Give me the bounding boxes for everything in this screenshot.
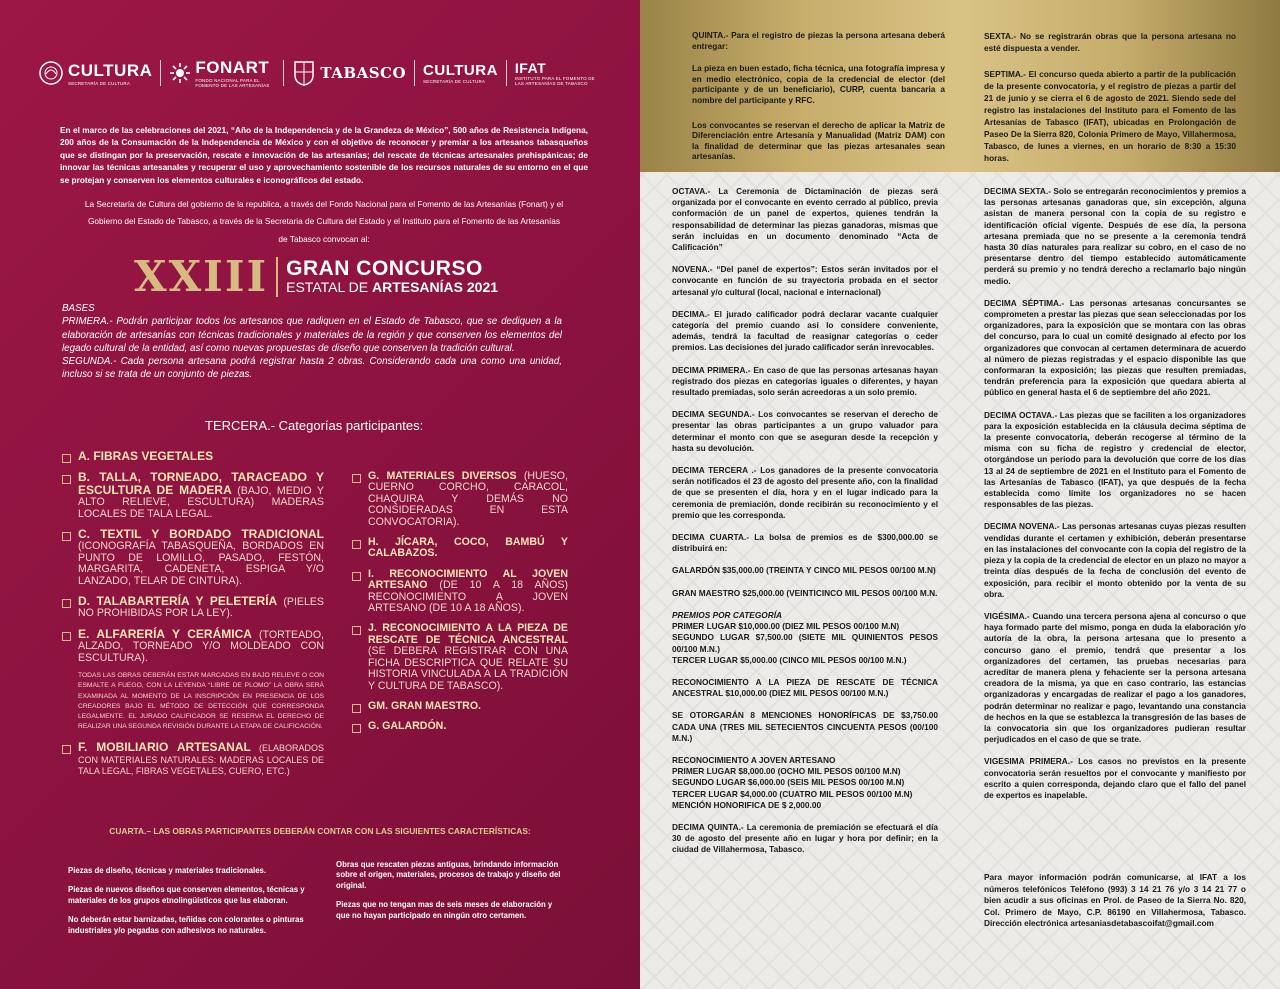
decima-segunda-clause: DECIMA SEGUNDA.- Los convocantes se reservan el derecho de presentar las obras participantes a un grupo valuador para determinar el monto con que se aseguran desde la recepción y hasta su devolución.	[672, 409, 938, 453]
decima-novena-clause: DECIMA NOVENA.- Las personas artesanas cuyas piezas resulten vendidas durante el certamen y exhibición, deberán presentarse en las instalaciones del convocante con la copia del registro de la pieza y la copia de la credencial de elector en un plazo no mayor a treinta días después de la fecha de conclusión del evento de exposición, para recibir el monto obtenido por la venta de su obra.	[984, 521, 1246, 599]
category-b: B. TALLA, TORNEADO, TARACEADO Y ESCULTURA DE MADERA (BAJO, MEDIO Y ALTO RELIEVE, ESCULTURA) MADERAS LOCALES DE TALA LEGAL.	[62, 472, 324, 520]
joven-segundo: SEGUNDO LUGAR $6,000.00 (SEIS MIL PESOS 00/100 M.N)	[672, 777, 905, 788]
fonart-sun-icon	[169, 62, 191, 84]
quinta-matriz: Los convocantes se reservan el derecho de aplicar la Matriz de Diferenciación entre Artesanía y Manualidad (Matriz DAM) con la finalidad de determinar que las piezas artesanales sean artesanías.	[692, 119, 945, 162]
requirement-item: Piezas de nuevos diseños que conserven elementos, técnicas y materiales de los grupos etnolingüísticos que las elaboran.	[68, 885, 305, 905]
prize-menciones: SE OTORGARÁN 8 MENCIONES HONORÍFICAS DE $3,750.00 CADA UNA (TRES MIL SETECIENTOS CINCUENTA PESOS (00/100 M.N.)	[672, 710, 938, 743]
bases-heading: BASES	[62, 303, 95, 314]
eagle-seal-icon	[38, 60, 64, 86]
base-segunda: SEGUNDA.- Cada persona artesana podrá registrar hasta 2 obras. Considerando cada una como una unidad, incluso si se trata de un conjunto de piezas.	[62, 356, 562, 381]
prize-tercer-lugar: TERCER LUGAR $5,000.00 (CINCO MIL PESOS 00/100 M.N.)	[672, 654, 907, 665]
vigesima-primera-clause: VIGESIMA PRIMERA.- Los casos no previstos en la presente convocatoria serán resueltos por el convocante y manifiesto por escrito a quien corresponda, dejando claro que el fallo del panel de expertos es inapelable.	[984, 756, 1246, 800]
logo-bar	[38, 52, 598, 94]
prize-gran-maestro: GRAN MAESTRO $25,000.00 (VEINTICINCO MIL PESOS 00/100 M.N.	[672, 587, 938, 598]
categories-left	[62, 451, 324, 787]
category-i: I. RECONOCIMIENTO AL JOVEN ARTESANO (DE 10 A 18 AÑOS) RECONOCIMIENTO A JOVEN ARTESANO (DE 10 A 18 AÑOS).	[352, 569, 568, 615]
category-f: F. MOBILIARIO ARTESANAL (ELABORADOS CON MATERIALES NATURALES: MADERAS LOCALES DE TALA LEGAL, FIBRAS VEGETALES, CUERO, ETC.)	[62, 742, 324, 777]
logo-ifat: IFAT INSTITUTO PARA EL FOMENTO DE LAS ARTESANÍAS DE TABASCO	[514, 60, 595, 86]
decima-sexta-clause: DECIMA SEXTA.- Solo se entregarán reconocimientos y premios a las personas artesanas ganadoras que, sin excepción, alguna asistan de manera personal con la copia de su registro e identificación oficial vigente. Después de ese día, la persona artesana premiada que no se presente a la ceremonia tendrá hasta 30 días naturales para realizar su cobro, en el caso de no presentarse dentro del tiempo establecido automáticamente perderá su premio y no tendrá derecho a reclamarlo bajo ningún medio.	[984, 186, 1246, 286]
joven-primer: PRIMER LUGAR $8,000.00 (OCHO MIL PESOS 00/100 M.N)	[672, 766, 901, 777]
bases-section	[62, 302, 562, 382]
requirements-right	[336, 860, 562, 930]
joven-mencion: MENCIÓN HONORIFICA DE $ 2,000.00	[672, 799, 822, 810]
logo-separator	[160, 60, 161, 86]
tabasco-shield-icon	[292, 59, 316, 87]
prize-segundo-lugar: SEGUNDO LUGAR $7,500.00 (SIETE MIL QUINIENTOS PESOS 00/100 M.N.)	[672, 632, 938, 654]
vigesima-clause: VIGÉSIMA.- Cuando una tercera persona ajena al concurso o que haya formado parte del mismo, ponga en duda la elaboración y/o autoría de la obra, la persona artesana que lo presento a concurso gano el premio, tendrá que presentar a los organizadores del certamen, las pruebas necesarias para acreditar de manera plena y fehaciente ser la persona artesana creadora de la misma, ya que en caso contrario, las estancias organizadoras y encargadas de realizar el pago a los ganadores, podrán determinar no realizar e pago, levantando una constancia de hechos en la que se establezca la transgresión de las bases de la convocatoria sin que los organizadores pudieran resultar perjudicados en el caso de que se trate.	[984, 610, 1246, 745]
title-roman-number: XXIII	[134, 252, 269, 301]
category-galardon: G. GALARDÓN.	[352, 721, 568, 732]
title-divider	[276, 257, 278, 297]
decima-cuarta-clause: DECIMA CUARTA.- La bolsa de premios es de $300,000.00 se distribuirá en:	[672, 532, 938, 554]
logo-separator	[506, 60, 507, 86]
joven-tercer: TERCER LUGAR $4,000.00 (CUATRO MIL PESOS 00/100 M.N)	[672, 788, 913, 799]
cuarta-heading: CUARTA.– LAS OBRAS PARTICIPANTES DEBERÁN CONTAR CON LAS SIGUIENTES CARACTERÍSTICAS:	[109, 826, 531, 836]
septima-clause: SEPTIMA.- El concurso queda abierto a partir de la publicación de la presente convocatoria, y el registro de piezas a partir del 21 de junio y se cierra el 6 de agosto de 2021. Siendo sede del registro las instalaciones del Instituto para el Fomento de las Artesanías de Tabasco (IFAT), ubicadas en Prolongación de Paseo De la Sierra 820, Colonia Primero de Mayo, Villahermosa, Tabasco, de lunes a viernes, en un horario de 8:30 a 15:30 horas.	[984, 69, 1236, 163]
base-primera: PRIMERA.- Podrán participar todos los artesanos que radiquen en el Estado de Tabasco, que se dediquen a la elaboración de artesanías con técnicas tradicionales y materiales de la región y que conserven los elementos del legado cultural de la entidad, así como nuevas propuestas de diseño que conserven la tradición cultural.	[62, 316, 562, 354]
quinta-items: La pieza en buen estado, ficha técnica, una fotografía impresa y en medio electrónico, copia de la credencial de elector (del participante y de un beneficiario), CURP, cuenta bancaria a nombre del participante y RFC.	[692, 63, 945, 105]
contest-title	[134, 252, 498, 301]
sexta-block	[984, 30, 1236, 175]
decima-primera-clause: DECIMA PRIMERA.- En caso de que las personas artesanas hayan registrado dos piezas en categorías iguales o diferentes, y hayan resultado premiadas, solo serán acreedoras a un solo premio.	[672, 364, 938, 398]
octava-clause: OCTAVA.- La Ceremonia de Dictaminación de piezas será organizada por el convocante en evento cerrado al público, previa conformación de un panel de expertos, quienes tendrán la responsabilidad de determinar las piezas ganadoras, mismas que serán incluidas en un documento denominado “Acta de Calificación”	[672, 186, 938, 253]
joven-heading: RECONOCIMIENTO A JOVEN ARTESANO	[672, 754, 836, 765]
decima-quinta-clause: DECIMA QUINTA.- La ceremonia de premiación se efectuará el día 30 de agosto del presente año en lugar y hora por definir; en la ciudad de Villahermosa, Tabasco.	[672, 821, 938, 855]
title-line1: GRAN CONCURSO	[286, 257, 483, 280]
requirements-left	[68, 866, 318, 945]
decima-tercera-clause: DECIMA TERCERA .- Los ganadores de la presente convocatoria serán notificados el 23 de agosto del presente año, con la finalidad de que se presenten el día, hora y en el lugar indicado para la ceremonia de premiación, donde recibirán su reconocimiento y el premio que les corresponda.	[672, 465, 938, 520]
logo-cultura: CULTURA SECRETARÍA DE CULTURA	[38, 60, 152, 86]
intro-paragraph: En el marco de las celebraciones del 2021, “Año de la Independencia y de la Grandeza de México”, 500 años de Resistencia Indígena, 200 años de la Consumación de la Independencia de México y con el objetivo de reconocer y premiar a los artesanos tabasqueños que se distingan por la preservación, rescate e innovación de las artesanías; del rescate de técnicas artesanales prehispánicas; de innovar las técnicas artesanales y recuperar el uso y aprovechamiento sostenible de los recursos naturales de su entorno en el que se protejan y conserven los elementos culturales e iconográficos del estado.	[60, 125, 588, 185]
requirement-item: No deberán estar barnizadas, teñidas con colorantes o pinturas industriales y/o pegadas con adhesivos no naturales.	[68, 915, 304, 935]
sexta-clause: SEXTA.- No se registrarán obras que la persona artesana no esté dispuesta a vender.	[984, 31, 1236, 53]
title-line2: ESTATAL DE ARTESANÍAS 2021	[286, 279, 499, 295]
right-panel	[640, 0, 1280, 989]
prize-galardon: GALARDÓN $35,000.00 (TREINTA Y CINCO MIL PESOS 00/100 M.N)	[672, 565, 936, 576]
contact-info: Para mayor información podrán comunicarse, al IFAT a los números telefónicos Teléfono (993) 3 14 21 76 y/o 3 14 21 77 o bien acudir a sus oficinas en Prol. de Paseo de la Sierra No. 820, Col. Primero de Mayo, C.P. 86190 en Villahermosa, Tabasco. Dirección electrónica artesaniasdetabascoifat@gmail.com	[984, 872, 1246, 928]
decima-septima-clause: DECIMA SÉPTIMA.- Las personas artesanas concursantes se comprometen a prestar las piezas que sean seleccionadas por los organizadores, para la exposición que se montara con las obras del concurso, para lo cual un comité designado al efecto por los organizadores que convocan al certamen determinara de acuerdo al número de piezas registradas y el espacio disponible las que conformaran la exposición; las piezas que resulten premiadas, tendrán preferencia para la exposición que quedara abierta al público en general hasta el 6 de septiembre del año 2021.	[984, 297, 1246, 398]
category-e-note: TODAS LAS OBRAS DEBERÁN ESTAR MARCADAS EN BAJO RELIEVE O CON ESMALTE A FUEGO, CON LA LEYENDA “LIBRE DE PLOMO” LA OBRA SERÁ EXAMINADA AL MOMENTO DE LA INSCRIPCIÓN EN PRESENCIA DE LOS CREADORES BAJO EL MÉTODO DE DETECCIÓN QUE CORRESPONDA LEGALMENTE. EL JURADO CALIFICADOR SE RESERVA EL DERECHO DE REALIZAR UNA SEGUNDA REVISIÓN DURANTE LA ETAPA DE CALIFICACIÓN.	[78, 672, 324, 731]
requirement-item: Piezas de diseño, técnicas y materiales tradicionales.	[68, 866, 267, 875]
decima-octava-clause: DECIMA OCTAVA.- Las piezas que se faciliten a los organizadores para la exposición establecida en la cláusula decima séptima de la presente convocatoria, deberán recogerse al término de la misma con su ficha de registro y credencial de elector, otorgándose un periodo para la devolución que corre de los días 13 al 24 de septiembre de 2021 en el Instituto para el Fomento de las Artesanías de Tabasco (IFAT), ya que después de la fecha establecida como límite los organizadores no se hacen responsables de las piezas.	[984, 409, 1246, 510]
prize-rescate: RECONOCIMIENTO A LA PIEZA DE RESCATE DE TÉCNICA ANCESTRAL $10,000.00 (DIEZ MIL PESOS 00/100 M.N.)	[672, 676, 938, 699]
category-e: E. ALFARERÍA Y CERÁMICA (TORTEADO, ALZADO, TORNEADO Y/O MOLDEADO CON ESCULTURA).	[62, 629, 324, 664]
logo-separator	[283, 60, 284, 86]
logo-tabasco: TABASCO	[292, 59, 406, 87]
logo-separator	[414, 60, 415, 86]
convocation-paragraph: La Secretaría de Cultura del gobierno de la republica, a través del Fondo Nacional para el Fomento de las Artesanías (Fonart) y el Gobierno del Estado de Tabasco, a través de la Secretaria de Cultura del Estado y el Instituto para el Fomento de las Artesanías de Tabasco convocan al:	[84, 199, 564, 244]
requirement-item: Obras que rescaten piezas antiguas, brindando información sobre el origen, materiales, procesos de trabajo y diseño del original.	[336, 860, 561, 890]
logo-fonart: FONART FONDO NACIONAL PARA EL FOMENTO DE LAS ARTESANÍAS	[169, 58, 275, 88]
requirement-item: Piezas que no tengan mas de seis meses de elaboración y que no hayan participado en ningún otro certamen.	[336, 900, 553, 920]
category-d: D. TALABARTERÍA Y PELETERÍA (PIELES NO PROHIBIDAS POR LA LEY).	[62, 596, 324, 620]
logo-cultura-tabasco: CULTURA SECRETARÍA DE CULTURA	[423, 62, 498, 84]
decima-clause: DECIMA.- El jurado calificador podrá declarar vacante cualquier categoría del premio cuando así lo considere conveniente, además, tendrá la facultad de reasignar categorías o ceder premios. Las decisiones del jurado calificador serán inrevocables.	[672, 308, 938, 353]
category-h: H. JÍCARA, COCO, BAMBÚ Y CALABAZOS.	[352, 537, 568, 560]
middle-column	[672, 186, 938, 867]
category-g: G. MATERIALES DIVERSOS (HUESO, CUERNO CORCHO, CARACOL, CHAQUIRA Y DEMÁS NO CONSIDERADAS EN ESTA CONVOCATORIA).	[352, 471, 568, 528]
categories-right	[352, 471, 568, 742]
right-column	[984, 186, 1246, 812]
category-c: C. TEXTIL Y BORDADO TRADICIONAL (ICONOGRAFÍA TABASQUEÑA, BORDADOS EN PUNTO DE LOMILLO, PASADO, FESTÓN, MARGARITA, CADENETA, ESPIGA Y/O LANZADO, TELAR DE CINTURA).	[62, 529, 324, 587]
quinta-intro: QUINTA.- Para el registro de piezas la persona artesana deberá entregar:	[692, 30, 945, 51]
category-a: A. FIBRAS VEGETALES	[62, 451, 324, 463]
tercera-heading: TERCERA.- Categorías participantes:	[205, 418, 424, 433]
category-j: J. RECONOCIMIENTO A LA PIEZA DE RESCATE DE TÉCNICA ANCESTRAL (SE DEBERA REGISTRAR CON UNA FICHA DESCRIPTICA QUE RELATE SU HISTORIA VINCULADA A LA TRADICIÓN Y CULTURA DE TABASCO).	[352, 623, 568, 691]
quinta-block	[692, 30, 945, 173]
prize-primer-lugar: PRIMER LUGAR $10,000.00 (DIEZ MIL PESOS 00/100 M.N)	[672, 621, 900, 632]
prizes-category-heading: PREMIOS POR CATEGORÍA	[672, 609, 783, 620]
category-gm: GM. GRAN MAESTRO.	[352, 701, 568, 712]
novena-clause: NOVENA.- “Del panel de expertos”: Estos serán invitados por el convocante en función de su trayectoria probada en el sector artesanal y/o cultural (local, nacional e internacional)	[672, 264, 938, 297]
